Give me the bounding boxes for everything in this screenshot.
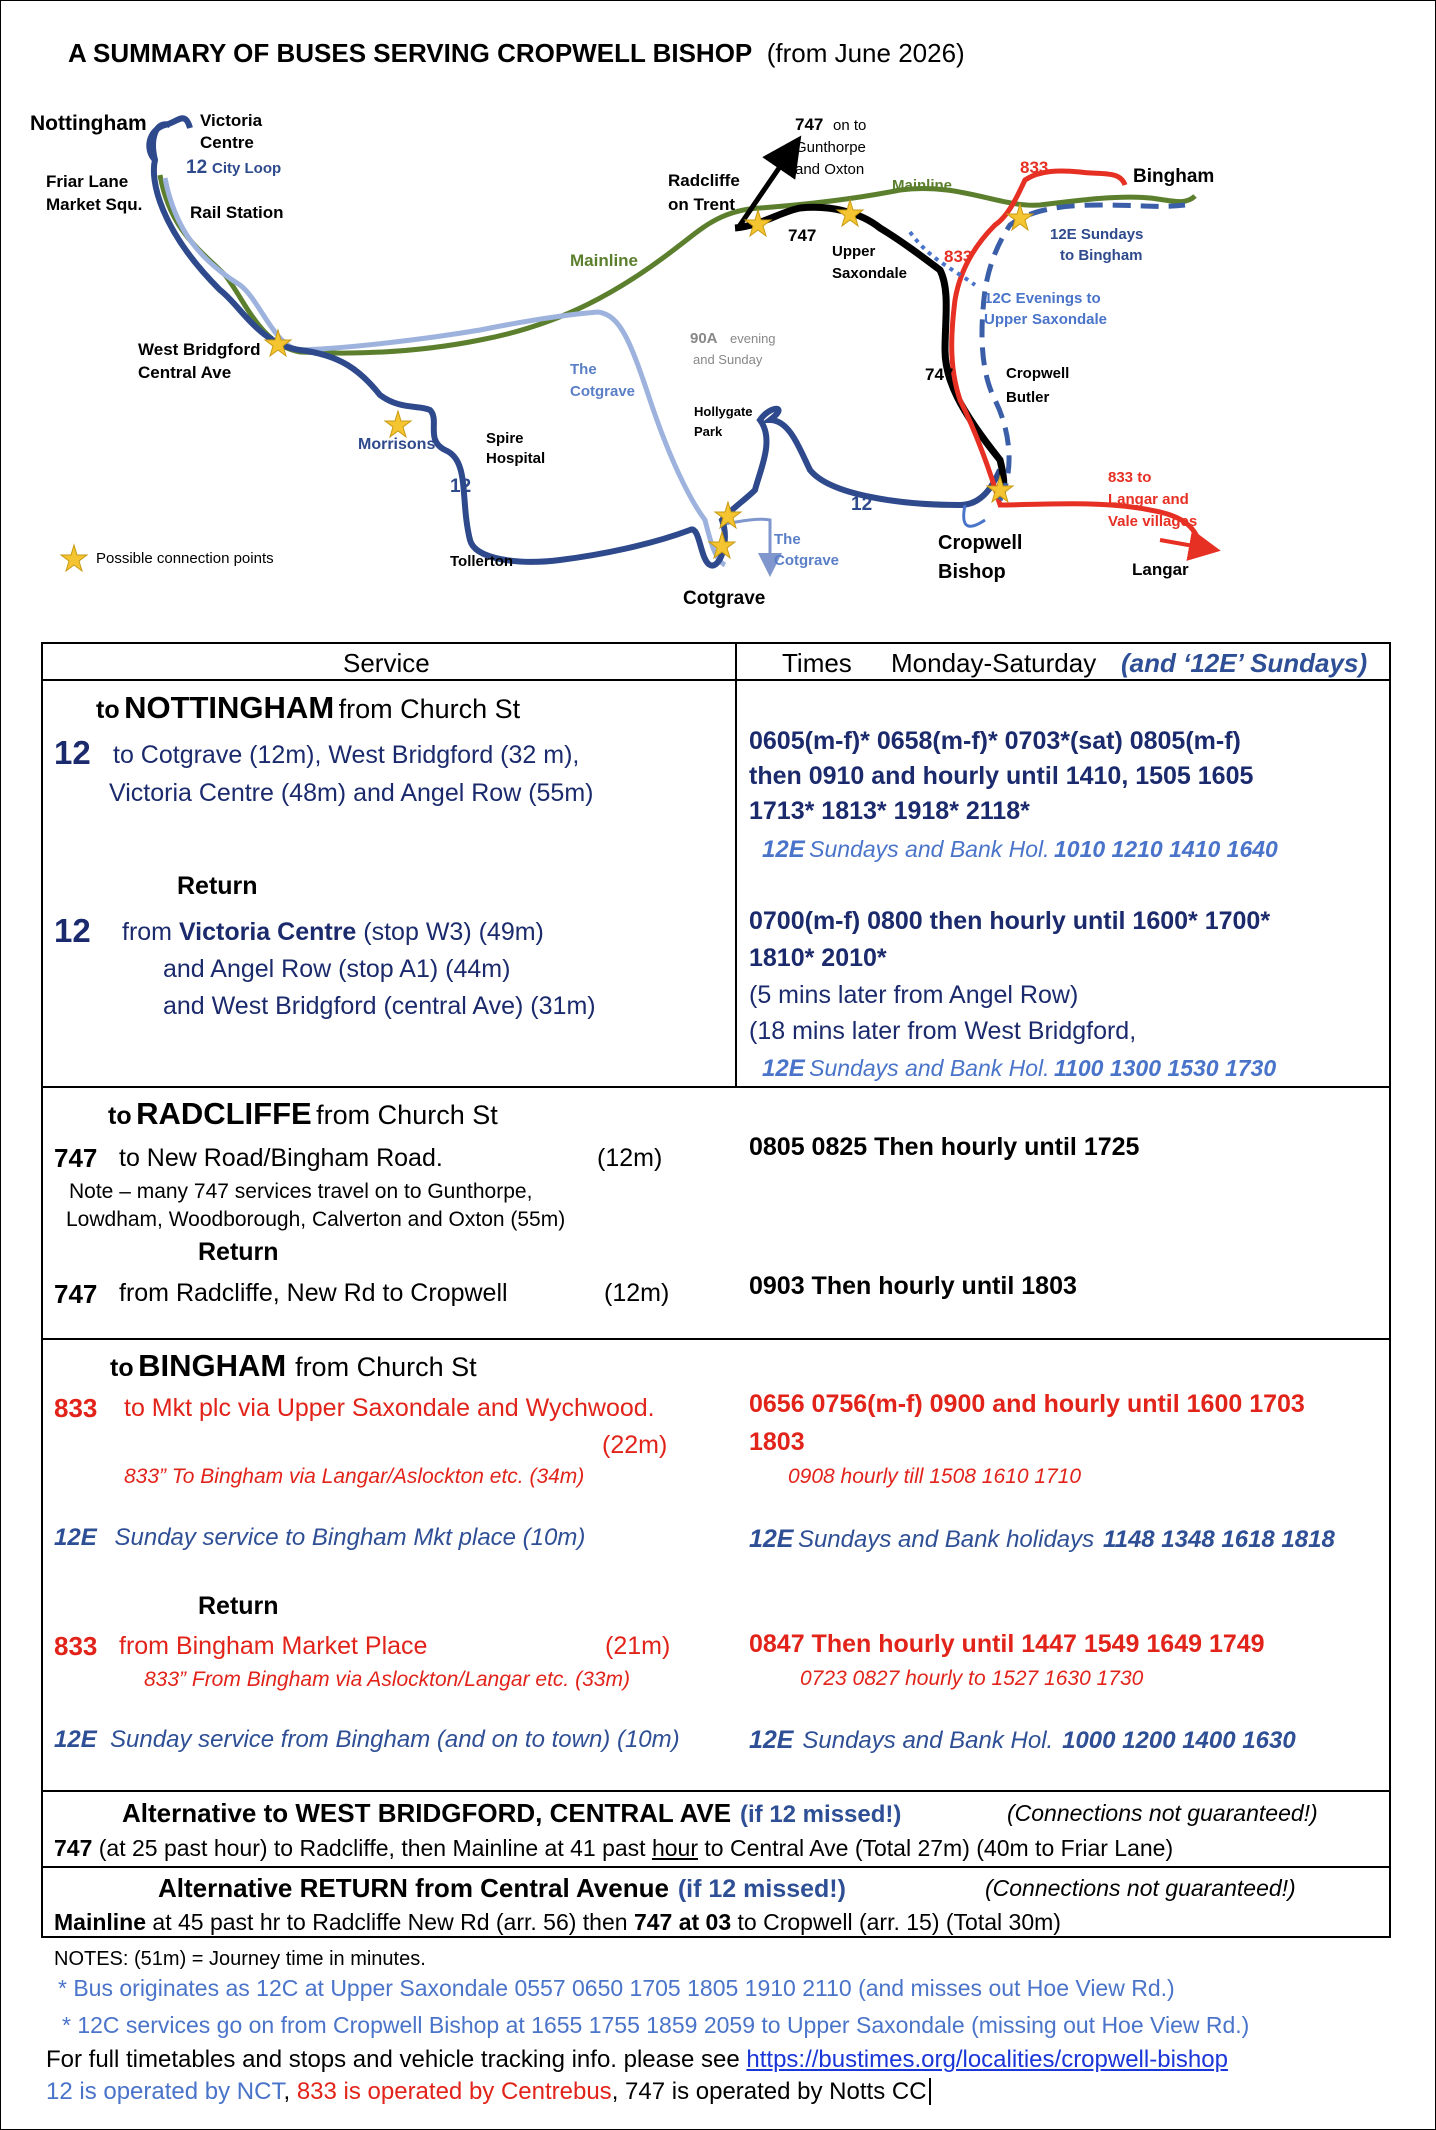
radc-return-times: 0903 Then hourly until 1803 [749, 1272, 1077, 1300]
bing-return-12e-times: 12E Sundays and Bank Hol. 1000 1200 1400 1630 [749, 1726, 1296, 1754]
map-label-victoria2: Centre [200, 133, 254, 152]
map-label-bingham: Bingham [1133, 166, 1215, 187]
nott-sunday-times: 12E Sundays and Bank Hol. 1010 1210 1410 1640 [762, 836, 1278, 863]
map-label-12c-a: 12C Evenings to [984, 290, 1101, 307]
map-label-spire2: Hospital [486, 450, 546, 467]
header-times: Times [782, 648, 852, 678]
bing-alt-times: 0908 hourly till 1508 1610 1710 [788, 1465, 1082, 1488]
map-label-833-mid: 833 [944, 247, 973, 266]
map-label-mainline-west: Mainline [570, 251, 639, 270]
map-label-hollygate2: Park [694, 424, 723, 439]
alt1-note: (Connections not guaranteed!) [1007, 1800, 1318, 1826]
star-mainline [837, 200, 863, 226]
radc-times: 0805 0825 Then hourly until 1725 [749, 1133, 1140, 1161]
radc-note2: Lowdham, Woodborough, Calverton and Oxton (55m) [66, 1208, 566, 1231]
map-label-cotgrave: Cotgrave [683, 588, 766, 609]
route-number-833: 833 [54, 1393, 98, 1423]
map-label-12c-b: Upper [984, 311, 1028, 328]
map-label-spire1: Spire [486, 430, 524, 447]
header-rule [41, 679, 1391, 681]
map-label-cotg2: Cotgrave [570, 383, 636, 400]
legend-star [61, 545, 87, 571]
bing-alt-route: 833” To Bingham via Langar/Aslockton etc. (34m) [124, 1465, 585, 1488]
alt2-note: (Connections not guaranteed!) [985, 1875, 1296, 1901]
nott-line1: to Cotgrave (12m), West Bridgford (32 m), [113, 741, 580, 769]
map-legend-text: Possible connection points [96, 550, 274, 567]
cb-arrow [964, 505, 985, 526]
bing-return-duration: (21m) [605, 1632, 671, 1660]
radc-note1: Note – many 747 services travel on to Gunthorpe, [69, 1180, 533, 1203]
radc-line1: to New Road/Bingham Road. [119, 1144, 443, 1172]
map-label-90a-2: and Sunday [693, 352, 763, 367]
nott-return-line3: and West Bridgford (central Ave) (31m) [163, 992, 596, 1020]
map-label-cb1: Cropwell [938, 532, 1023, 554]
radc-return-line1: from Radcliffe, New Rd to Cropwell [119, 1279, 508, 1307]
bing-times2: 1803 [749, 1428, 805, 1456]
operator-833: 833 is operated by Centrebus [296, 2078, 612, 2105]
route-map [0, 0, 1436, 620]
map-label-hollygate1: Hollygate [694, 404, 753, 419]
route-number-747: 747 [54, 1143, 98, 1173]
map-label-12c-c: Saxondale [1032, 311, 1108, 328]
alt2-bottom-rule [41, 1936, 1391, 1938]
map-label-833-top: 833 [1020, 158, 1049, 177]
return-route-number-833: 833 [54, 1631, 98, 1661]
nott-times1: 0605(m-f)* 0658(m-f)* 0703*(sat) 0805(m-f) [749, 727, 1241, 755]
bing-return-alt-route: 833” From Bingham via Aslockton/Langar etc. (33m) [144, 1668, 630, 1691]
map-label-wb2: Central Ave [138, 363, 232, 382]
map-label-cotgb1: The [774, 531, 801, 548]
bing-return-line1: from Bingham Market Place [119, 1632, 428, 1660]
map-label-833c: Vale villages [1108, 513, 1198, 530]
operator-12: 12 is operated by NCT [46, 2078, 284, 2105]
map-label-cotg1: The [570, 361, 597, 378]
nott-times3: 1713* 1813* 1918* 2118* [749, 797, 1030, 825]
map-label-langar: Langar [1132, 560, 1189, 579]
return-route-number-12: 12 [54, 912, 91, 949]
bing-bottom-rule [41, 1790, 1391, 1792]
map-label-12e-b: to Bingham [1060, 247, 1143, 264]
map-label-radc1: Radcliffe [668, 171, 740, 190]
operator-747: 747 is operated by Notts CC [625, 2078, 927, 2105]
star-morrisons [385, 411, 411, 437]
map-label-747c: 747 [795, 115, 824, 134]
map-label-city12: 12 [186, 157, 208, 178]
section-heading-bingham: to BINGHAM from Church St [110, 1348, 477, 1383]
map-label-747-oxton: and Oxton [795, 161, 865, 178]
map-label-radc2: on Trent [668, 195, 736, 214]
bing-12e-service: 12E Sunday service to Bingham Mkt place (10m) [54, 1524, 586, 1551]
header-days-note: (and ‘12E’ Sundays) [1121, 648, 1368, 678]
nott-return-line1: from Victoria Centre (stop W3) (49m) [122, 918, 544, 946]
bing-12e-times: 12E Sundays and Bank holidays 1148 1348 1618 1818 [749, 1525, 1335, 1553]
alt1-detail: 747 (at 25 past hour) to Radcliffe, then Mainline at 41 past hour to Central Ave (Total 27m) (40m to Friar Lane) [54, 1835, 1174, 1861]
nott-return-line2: and Angel Row (stop A1) (44m) [163, 955, 511, 983]
header-days: Monday-Saturday [891, 648, 1097, 678]
map-label-747-to: on to [833, 117, 867, 134]
alt1-heading: Alternative to WEST BRIDGFORD, CENTRAL AVE (if 12 missed!) [122, 1798, 902, 1828]
column-divider [735, 642, 737, 1088]
nott-return-heading: Return [177, 872, 258, 900]
map-label-cityloop: City Loop [212, 160, 282, 177]
map-label-us2: Saxondale [832, 265, 908, 282]
nott-return-sunday-times: 12E Sundays and Bank Hol. 1100 1300 1530 1730 [762, 1055, 1277, 1082]
bing-return-times: 0847 Then hourly until 1447 1549 1649 1749 [749, 1630, 1265, 1658]
bing-line1: to Mkt plc via Upper Saxondale and Wychwood. [124, 1394, 655, 1422]
radc-return-duration: (12m) [604, 1279, 670, 1307]
alt1-bottom-rule [41, 1866, 1391, 1868]
route-number-12: 12 [54, 734, 91, 771]
map-label-12b: 12 [851, 494, 873, 515]
nott-return-times4: (18 mins later from West Bridgford, [749, 1017, 1137, 1045]
bing-times1: 0656 0756(m-f) 0900 and hourly until 1600 1703 [749, 1390, 1305, 1418]
map-label-mainline-east: Mainline [892, 177, 953, 194]
map-label-90a: 90A [690, 330, 718, 347]
section-heading-nottingham: to NOTTINGHAM from Church St [96, 690, 521, 725]
map-label-747a: 747 [925, 365, 954, 384]
map-label-wb1: West Bridgford [138, 340, 261, 359]
alt2-heading: Alternative RETURN from Central Avenue (if 12 missed!) [158, 1873, 846, 1903]
map-label-friar1: Friar Lane [46, 172, 129, 191]
radc-duration: (12m) [597, 1144, 663, 1172]
map-label-833a: 833 to [1108, 469, 1152, 486]
nott-times2: then 0910 and hourly until 1410, 1505 1605 [749, 762, 1254, 790]
map-label-cbut1: Cropwell [1006, 365, 1070, 382]
route-90a [165, 178, 725, 565]
map-label-tollerton: Tollerton [450, 553, 514, 570]
map-label-victoria1: Victoria [200, 111, 263, 130]
notes-line1: NOTES: (51m) = Journey time in minutes. [54, 1948, 426, 1970]
notes-line2: * Bus originates as 12C at Upper Saxondale 0557 0650 1705 1805 1910 2110 (and misses out Hoe View Rd.) [58, 1975, 1175, 2001]
bing-return-heading: Return [198, 1592, 279, 1620]
nott-return-times1: 0700(m-f) 0800 then hourly until 1600* 1700* [749, 907, 1271, 935]
map-label-833b: Langar and [1108, 491, 1189, 508]
notes-line4: For full timetables and stops and vehicle tracking info. please see https://bustimes.org/localities/cropwell-bishop [46, 2046, 1228, 2073]
map-label-us1: Upper [832, 243, 876, 260]
nott-return-times2: 1810* 2010* [749, 944, 887, 972]
title-bold: A SUMMARY OF BUSES SERVING CROPWELL BISHOP [68, 38, 753, 68]
bing-duration: (22m) [602, 1431, 668, 1459]
map-label-morrisons: Morrisons [358, 436, 436, 453]
map-label-cotgb2: Cotgrave [774, 552, 840, 569]
radc-bottom-rule [41, 1338, 1391, 1340]
nott-line2: Victoria Centre (48m) and Angel Row (55m) [109, 779, 594, 807]
map-label-747b: 747 [788, 226, 817, 245]
section-heading-radcliffe: to RADCLIFFE from Church St [108, 1096, 498, 1131]
map-label-rail: Rail Station [190, 203, 284, 222]
map-label-cbut2: Butler [1006, 389, 1050, 406]
map-label-12e-a: 12E Sundays [1050, 226, 1144, 243]
alt2-detail: Mainline at 45 past hr to Radcliffe New Rd (arr. 56) then 747 at 03 to Cropwell (arr. 15) (Total 30m) [54, 1909, 1061, 1935]
title-date: (from June 2026) [766, 38, 965, 68]
nott-return-times3: (5 mins later from Angel Row) [749, 981, 1079, 1009]
notes-line3: * 12C services go on from Cropwell Bishop at 1655 1755 1859 2059 to Upper Saxondale (missing out Hoe View Rd.) [62, 2012, 1250, 2038]
radc-return-heading: Return [198, 1238, 279, 1266]
bing-return-12e-service: 12E Sunday service from Bingham (and on to town) (10m) [54, 1726, 680, 1753]
operators-line: 12 is operated by NCT, 833 is operated by Centrebus, 747 is operated by Notts CC [46, 2078, 931, 2106]
map-label-12a: 12 [450, 476, 472, 497]
bustimes-link[interactable]: https://bustimes.org/localities/cropwell-bishop [746, 2046, 1228, 2073]
header-service: Service [343, 648, 430, 678]
bing-return-alt-times: 0723 0827 hourly to 1527 1630 1730 [800, 1667, 1144, 1690]
nott-bottom-rule [41, 1086, 1391, 1088]
map-label-friar2: Market Squ. [46, 195, 143, 214]
map-label-cb2: Bishop [938, 561, 1006, 583]
map-label-nottingham: Nottingham [30, 112, 147, 135]
return-route-number-747: 747 [54, 1279, 98, 1309]
map-label-747-gunthorpe: Gunthorpe [795, 139, 866, 156]
map-label-90a-rest: evening [730, 331, 776, 346]
